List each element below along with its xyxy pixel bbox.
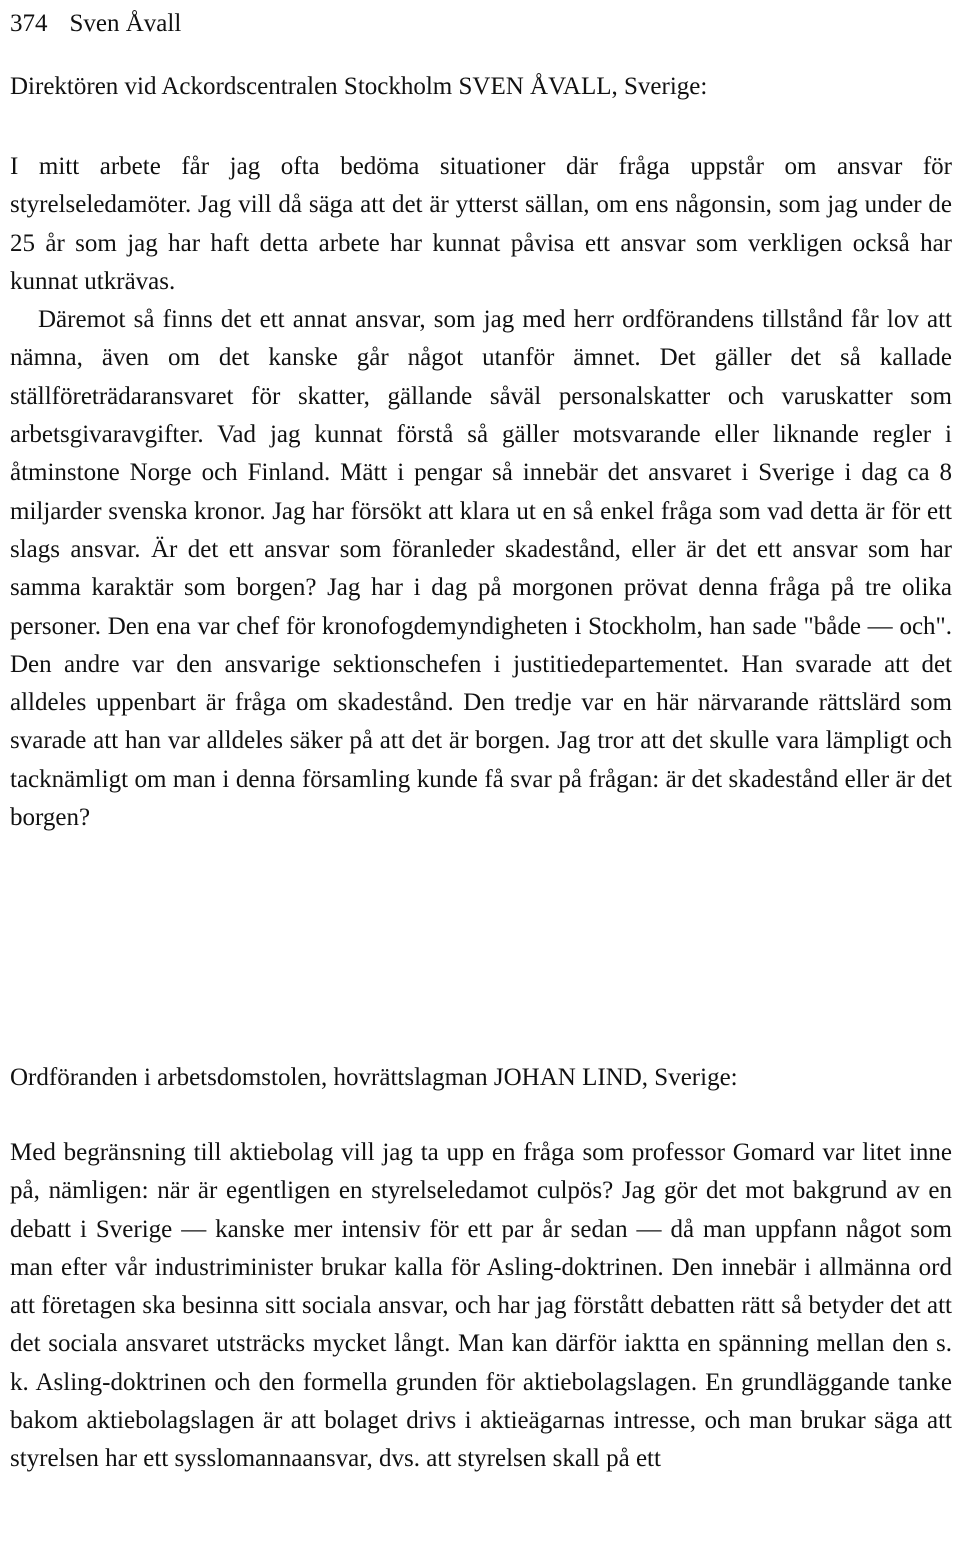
running-head xyxy=(10,6,181,42)
statement xyxy=(10,148,952,837)
statement xyxy=(10,1134,952,1479)
speaker-heading: Direktören vid Ackordscentralen Stockholm SVEN ÅVALL, Sverige: xyxy=(10,73,708,100)
paragraph: Däremot så finns det ett annat ansvar, som jag med herr ordförandens tillstånd får lov att nämna, även om det kanske går något utanför ämnet. Det gäller det så kallade ställföreträdaransvaret för skatter, gällande såväl personalskatter och varuskatter som arbetsgivaravgifter. Vad jag kunnat förstå så gäller motsvarande eller liknande regler i åtminstone Norge och Finland. Mätt i pengar så innebär det ansvaret i Sverige i dag ca 8 miljarder svenska kronor. Jag har försökt att klara ut en så enkel fråga som vad detta är för ett slags ansvar. Är det ett ansvar som föranleder skadestånd, eller är det ett ansvar som har samma karaktär som borgen? Jag har i dag på morgonen prövat denna fråga på tre olika personer. Den ena var chef för kronofogdemyndigheten i Stockholm, han sade "både — och". Den andre var den ansvarige sektionschefen i justitiedepartementet. Han svarade att det alldeles uppenbart är fråga om skadestånd. Den tredje var en här närvarande rättslärd som svarade att han var alldeles säker på att det är borgen. Jag tror att det skulle vara lämpligt och tacknämligt om man i denna församling kunde få svar på frågan: är det skadestånd eller är det borgen? xyxy=(10,306,952,832)
speaker-heading: Ordföranden i arbetsdomstolen, hovrättslagman JOHAN LIND, Sverige: xyxy=(10,1064,738,1091)
paragraph: I mitt arbete får jag ofta bedöma situationer där fråga uppstår om ansvar för styrelseledamöter. Jag vill då säga att det är ytterst sällan, om ens någonsin, som jag under de 25 år som jag har haft detta arbete har kunnat påvisa ett ansvar som verkligen också har kunnat utkrävas. xyxy=(10,153,952,295)
running-title: Sven Åvall xyxy=(69,10,182,37)
page-number: 374 xyxy=(10,10,48,37)
paragraph: Med begränsning till aktiebolag vill jag ta upp en fråga som professor Gomard var litet inne på, nämligen: när är egentligen en styrelseledamot culpös? Jag gör det mot bakgrund av en debatt i Sverige — kanske mer intensiv för ett par år sedan — då man uppfann något som man efter vår industriminister brukar kalla för Asling-doktrinen. Den innebär i allmänna ord att företagen ska besinna sitt sociala ansvar, och har jag förstått debatten rätt så betyder det att det sociala ansvaret utsträcks mycket långt. Man kan därför iaktta en spänning mellan den s. k. Asling-doktrinen och den formella grunden för aktiebolagslagen. En grundläggande tanke bakom aktiebolagslagen är att bolaget drivs i aktieägarnas intresse, och man brukar säga att styrelsen har ett sysslomannaansvar, dvs. att styrelsen skall på ett xyxy=(10,1139,952,1473)
